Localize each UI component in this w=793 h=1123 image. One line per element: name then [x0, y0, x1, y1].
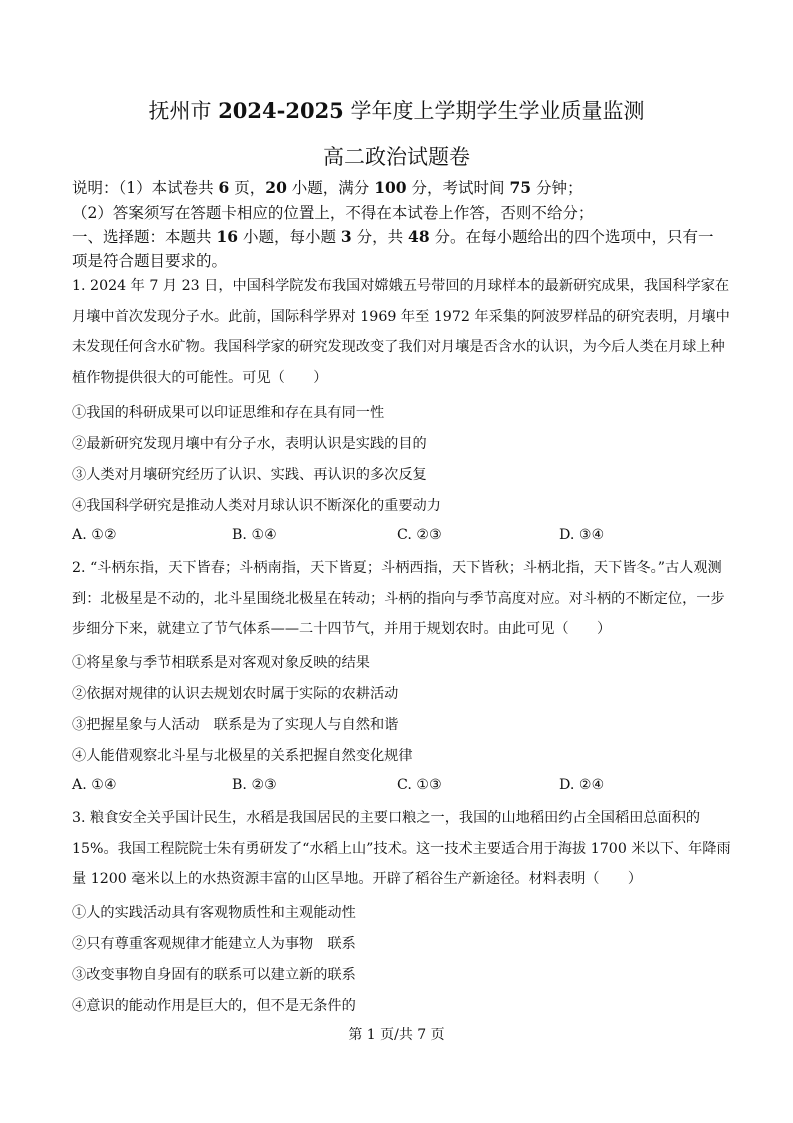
question-1-option-2: ②最新研究发现月壤中有分子水，表明认识是实践的目的 [72, 436, 427, 452]
section-heading: 一、选择题：本题共 16 小题，每小题 3 分，共 48 分。在每小题给出的四个选项中，只有一 [72, 227, 714, 246]
question-3-option-4: ④意识的能动作用是巨大的，但不是无条件的 [72, 998, 356, 1014]
choice-a: A. ①④ [72, 777, 117, 793]
instructions-line-1: 说明：（1）本试卷共 6 页，20 小题，满分 100 分，考试时间 75 分钟； [72, 178, 583, 197]
choice-b: B. ②③ [232, 777, 277, 793]
choice-c: C. ①③ [397, 777, 442, 793]
choice-c: C. ②③ [397, 527, 442, 543]
question-3-option-2: ②只有尊重客观规律才能建立人为事物 联系 [72, 936, 356, 952]
instructions-line-2: （2）答案须写在答题卡相应的位置上，不得在本试卷上作答，否则不给分； [72, 204, 594, 222]
choice-d: D. ②④ [559, 777, 605, 793]
choice-b: B. ①④ [232, 527, 277, 543]
section-heading-line-2: 项是符合题目要求的。 [72, 252, 228, 270]
question-2-option-2: ②依据对规律的认识去规划农时属于实际的农耕活动 [72, 686, 399, 702]
exam-subtitle: 高二政治试题卷 [323, 145, 470, 169]
question-3-option-3: ③改变事物自身固有的联系可以建立新的联系 [72, 967, 356, 983]
title-city: 抚州市 [148, 99, 219, 123]
question-1-option-1: ①我国的科研成果可以印证思维和存在具有同一性 [72, 405, 385, 421]
question-2-stem: 2. “斗柄东指，天下皆春；斗柄南指，天下皆夏；斗柄西指，天下皆秋；斗柄北指，天下皆冬。”古人观测到：北极星是不动的，北斗星围绕北极星在转动；斗柄的指向与季节高度对应。对斗柄的不断定位，一步步细分下来，就建立了节气体系——二十四节气，并用于规划农时。由此可见（ ） [72, 560, 725, 637]
question-2-option-3: ③把握星象与人活动 联系是为了实现人与自然和谐 [72, 717, 399, 733]
question-2-option-1: ①将星象与季节相联系是对客观对象反映的结果 [72, 655, 370, 671]
question-3-option-1: ①人的实践活动具有客观物质性和主观能动性 [72, 905, 356, 921]
choice-a: A. ①② [72, 527, 117, 543]
page-number: 第 1 页/共 7 页 [348, 1027, 445, 1043]
question-3-stem: 3. 粮食安全关乎国计民生，水稻是我国居民的主要口粮之一，我国的山地稻田约占全国稻田总面积的 15%。我国工程院院士朱有勇研发了“水稻上山”技术。这一技术主要适合用于海拔 1700 米以下、年降雨量 1200 毫米以上的水热资源丰富的山区旱地。开辟了稻谷生产新途径。材料表明（ ） [72, 810, 731, 887]
exam-title [0, 95, 793, 125]
question-1-choices [72, 527, 672, 547]
question-1-option-3: ③人类对月壤研究经历了认识、实践、再认识的多次反复 [72, 467, 427, 483]
title-year: 2024-2025 [218, 98, 344, 123]
question-1-stem: 1. 2024 年 7 月 23 日，中国科学院发布我国对嫦娥五号带回的月球样本的最新研究成果，我国科学家在月壤中首次发现分子水。此前，国际科学界对 1969 年至 1972 年采集的阿波罗样品的研究表明，月壤中未发现任何含水矿物。我国科学家的研究发现改变了我们对月壤是否含水的认识，为今后人类在月球上种植作物提供很大的可能性。可见（ ） [72, 278, 730, 386]
question-1-option-4: ④我国科学研究是推动人类对月球认识不断深化的重要动力 [72, 498, 441, 514]
title-rest: 学年度上学期学生学业质量监测 [343, 99, 645, 123]
question-2-option-4: ④人能借观察北斗星与北极星的关系把握自然变化规律 [72, 748, 413, 764]
choice-d: D. ③④ [559, 527, 605, 543]
question-2-choices [72, 777, 672, 797]
